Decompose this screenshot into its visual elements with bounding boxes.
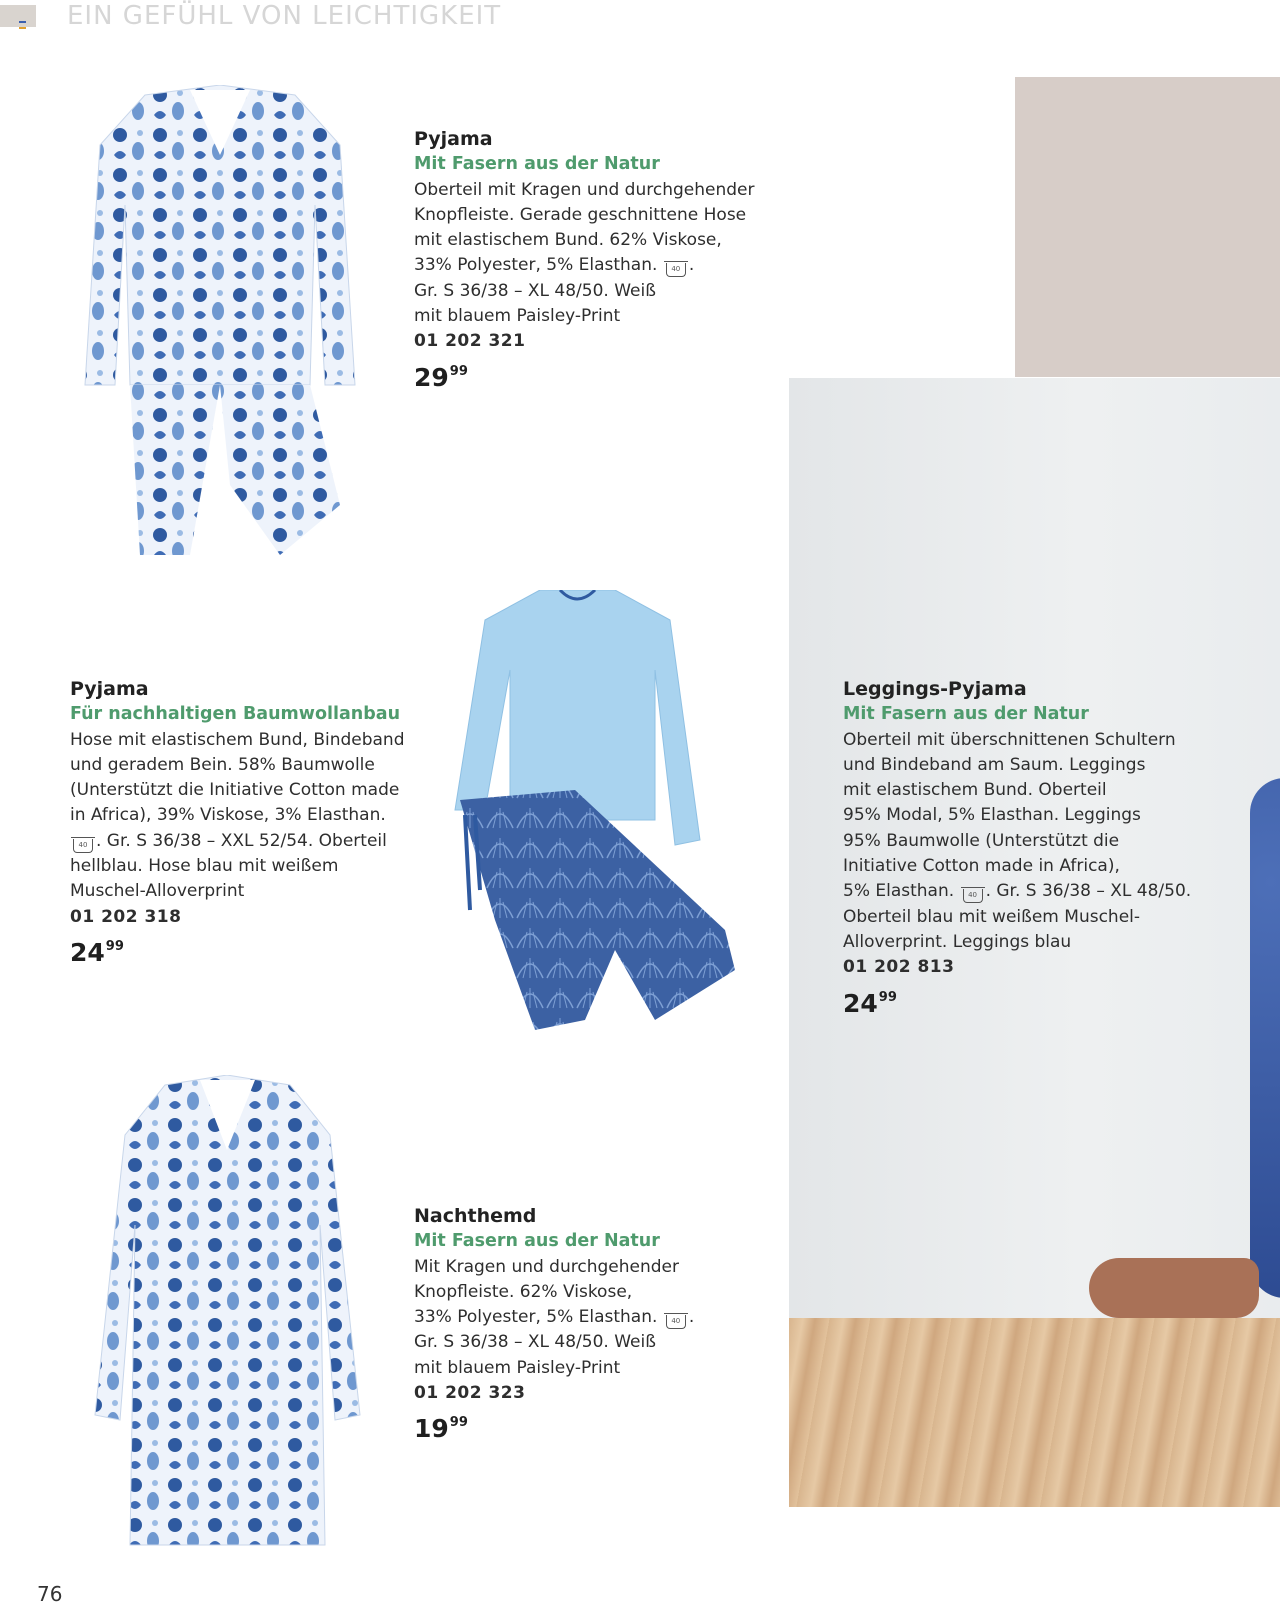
header-color-tab bbox=[0, 5, 36, 27]
nightshirt-image bbox=[85, 1075, 370, 1550]
product-tagline: Mit Fasern aus der Natur bbox=[414, 154, 660, 175]
price: $24^{99}$ bbox=[70, 937, 124, 967]
page-number: 76 bbox=[37, 1582, 63, 1606]
price: $24^{99}$ bbox=[843, 988, 897, 1018]
product-name: Leggings-Pyjama bbox=[843, 678, 1027, 700]
model-hand bbox=[1089, 1258, 1259, 1318]
price: $19^{99}$ bbox=[414, 1414, 468, 1444]
wash-40-icon: 40 bbox=[666, 263, 686, 277]
article-number: 01 202 318 bbox=[70, 906, 182, 927]
article-number: 01 202 813 bbox=[843, 957, 955, 978]
beige-panel bbox=[1015, 77, 1280, 377]
product-description: Mit Kragen und durchgehender Knopfleiste. 62% Viskose, 33% Polyester, 5% Elasthan. 40 . Gr. S 36/38 – XL 48/50. Weiß mit blauem Paisley-Print bbox=[414, 1256, 695, 1378]
product-tagline: Mit Fasern aus der Natur bbox=[843, 704, 1089, 725]
product-pyjama-paisley bbox=[414, 127, 774, 390]
pyjama-lightblue-image bbox=[425, 590, 755, 1050]
product-description: Oberteil mit Kragen und durchgehender Knopfleiste. Gerade geschnittene Hose mit elastischem Bund. 62% Viskose, 33% Polyester, 5% Elasthan. 40 . Gr. S 36/38 – XL 48/50. Weiß mit blauem Paisley-Print bbox=[414, 179, 755, 327]
product-name: Pyjama bbox=[70, 678, 149, 700]
product-description: Oberteil mit überschnittenen Schultern und Bindeband am Saum. Leggings mit elastischem Bund. Oberteil 95% Modal, 5% Elasthan. Leggings 95% Baumwolle (Unterstützt die Initiative Cotton made in Africa), 5% Elasthan. 40 . Gr. S 36/38 – XL 48/50. Oberteil blau mit weißem Muschel- Alloverprint. Leggings blau bbox=[843, 729, 1192, 952]
product-tagline: Für nachhaltigen Baumwollanbau bbox=[70, 704, 401, 725]
product-tagline: Mit Fasern aus der Natur bbox=[414, 1231, 660, 1252]
section-title: EIN GEFÜHL VON LEICHTIGKEIT bbox=[67, 1, 502, 31]
wooden-table bbox=[789, 1318, 1280, 1507]
product-name: Nachthemd bbox=[414, 1205, 537, 1227]
product-leggings-pyjama bbox=[843, 677, 1203, 1016]
mini-stripes-icon bbox=[19, 21, 26, 29]
product-pyjama-lightblue bbox=[70, 677, 410, 965]
pyjama-paisley-image bbox=[70, 85, 370, 575]
article-number: 01 202 321 bbox=[414, 331, 526, 352]
product-description: Hose mit elastischem Bund, Bindeband und geradem Bein. 58% Baumwolle (Unterstützt die Initiative Cotton made in Africa), 39% Viskose, 3% Elasthan. 40 . Gr. S 36/38 – XXL 52/54. Oberteil hellblau. Hose blau mit weißem Muschel-Alloverprint bbox=[70, 729, 405, 902]
article-number: 01 202 323 bbox=[414, 1383, 526, 1404]
wash-40-icon: 40 bbox=[666, 1315, 686, 1329]
wash-40-icon: 40 bbox=[73, 839, 93, 853]
price: $29^{99}$ bbox=[414, 362, 468, 392]
model-sleeve bbox=[1250, 778, 1280, 1298]
wash-40-icon: 40 bbox=[963, 889, 983, 903]
product-nachthemd bbox=[414, 1204, 774, 1442]
product-name: Pyjama bbox=[414, 128, 493, 150]
